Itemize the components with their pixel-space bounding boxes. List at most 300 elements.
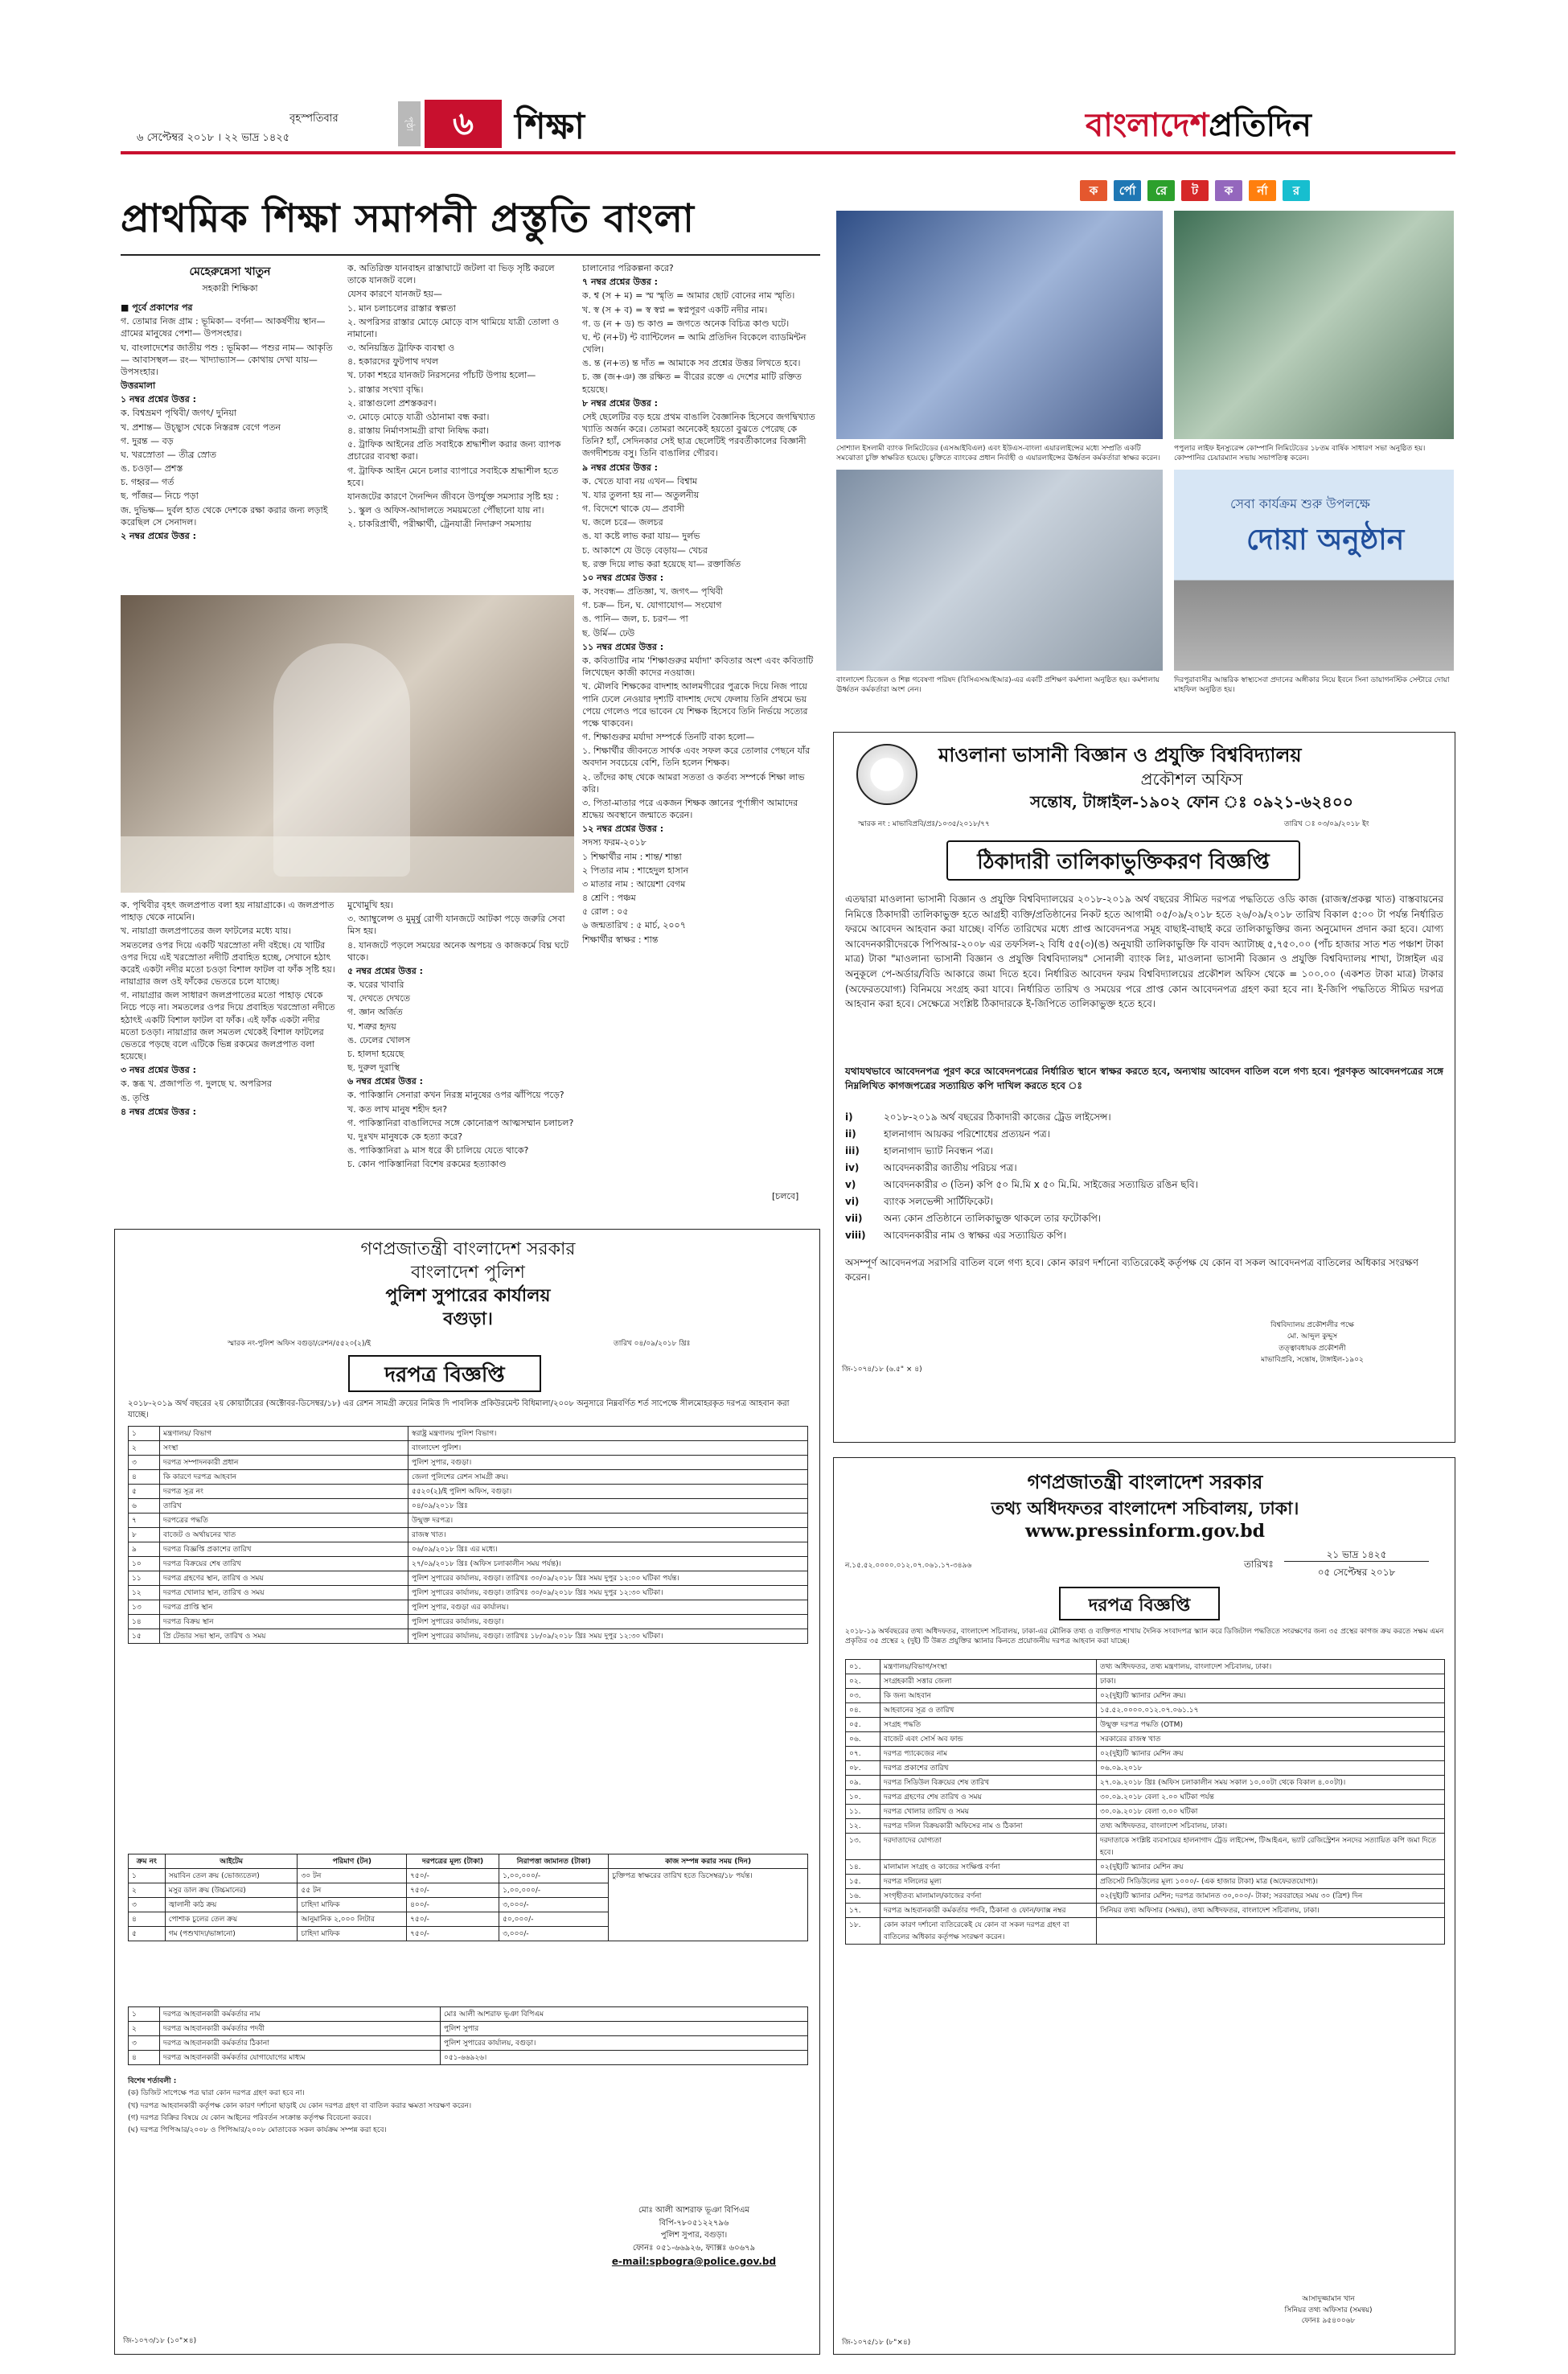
pid-row [846,1689,1445,1703]
pid-row-cell: প্রতিসেট সিডিউলের মূল্য ১০০০/- (এক হাজার টাকা) মাত্র (অফেরতযোগ্য)। [1097,1875,1445,1889]
pid-website-link[interactable]: www.pressinform.gov.bd [1024,1521,1266,1542]
pid-row-cell [1097,1918,1445,1945]
doa-banner-top: সেবা কার্যক্রম শুরু উপলক্ষে [1230,496,1370,511]
police-row [129,1528,808,1542]
corporate-title-char: রে [1147,180,1175,201]
police-row-cell: পুলিশ সুপারের কার্যালয়, বগুড়া। তারিখঃ ১৮/০৯/২০১৮ খ্রিঃ সময় দুপুর ১২:৩০ ঘটিকা। [408,1629,808,1644]
police-item-cell: ৭৫০/- [407,1927,499,1941]
paragraph: যানজটের কারণে দৈনন্দিন জীবনে উপর্যুক্ত সমস্যার সৃষ্টি হয় : [347,491,559,502]
mbstu-list-text: হালনাগাদ ভ্যাট নিবন্ধন পত্র। [884,1145,994,1156]
police-officer-row-table [128,2006,808,2065]
police-row [129,1542,808,1557]
police-item-cell: ১ [129,1869,166,1883]
police-signer-name: মোঃ আলী আশরাফ ভূঞা বিপিএম [638,2206,749,2215]
police-line-2: বাংলাদেশ পুলিশ [411,1263,525,1284]
police-row-cell: ২ [129,1441,160,1456]
pid-row-cell: ৩০.০৯.২০১৮ বেলা ৩.০০ ঘটিকা [1097,1805,1445,1819]
police-officer-row [129,2051,808,2065]
police-items-header-cell: আইটেম [165,1854,298,1869]
paragraph: ক. পৃথিবীর বৃহৎ জলপ্রপাত বলা হয় নায়াগ্রাকে। এ জলপ্রপাত পাহাড় থেকে নামেনি। [121,900,335,923]
police-ad-code: জি-১০৭৩/১৮ (১০"×৪) [123,2337,197,2345]
paragraph: ঘ. শত্রুর হৃদয় [347,1021,396,1032]
police-officer-row-cell: ৪ [129,2051,160,2065]
pid-row [846,1747,1445,1761]
pid-line-1: গণপ্রজাতন্ত্রী বাংলাদেশ সরকার [1027,1470,1263,1493]
pid-row [846,1918,1445,1945]
pid-row [846,1776,1445,1790]
police-row [129,1485,808,1499]
paragraph: ১. মান চলাচলের রাস্তার স্বল্পতা [347,302,456,314]
pid-signature [1212,2294,1445,2327]
police-item-cell: ৩ [129,1898,166,1912]
pid-line-2: তথ্য অধিদফতর বাংলাদেশ সচিবালয়, ঢাকা। [991,1498,1299,1519]
police-row-cell: রাজস্ব খাত। [408,1528,808,1542]
paragraph: শিক্ষার্থীর স্বাক্ষর : শান্ত [582,934,659,945]
police-row [129,1441,808,1456]
mbstu-date: তারিখ ঃ ০৩/০৯/২০১৮ ইং [1284,820,1369,828]
paragraph: ক. শ্ব (স + ম) = স্ম স্মৃতি = আমার ছোট বোনের নাম স্মৃতি। [582,290,795,302]
header-date: ৬ সেপ্টেম্বর ২০১৮ । ২২ ভাদ্র ১৪২৫ [137,132,290,144]
pid-row-cell: ০৭. [846,1747,880,1761]
doa-banner-main: দোয়া অনুষ্ঠান [1246,524,1405,557]
pid-row-cell: ০৬.০৯.২০১৮ [1097,1761,1445,1776]
police-items-header [129,1854,808,1869]
pid-sig-2: সিনিয়র তথ্য অফিসার (সমন্বয়) [1284,2306,1373,2314]
mbstu-list-item [845,1210,1443,1227]
pid-row-cell: আহবানের সূত্র ও তারিখ [880,1703,1097,1718]
police-item-cell: ২ [129,1883,166,1898]
police-row-cell: দরপত্র সম্পাদনকারী প্রধান [160,1456,408,1470]
pid-intro: ২০১৮-১৯ অর্থবছরের তথ্য অধিদফতর, বাংলাদেশ সচিবালয়, ঢাকা-এর মৌলিক তথ্য ও ব্যক্তিগত শাখায় দৈনিক সংবাদপত্র স্ক্যান করে ডিজিটাল পদ্ধতিতে সংরক্ষণের জন্য ৩৫ প্রস্থের কাগজ ক্রয় করতে সক্ষম এমন প্রকৃতির ৩৫ প্রস্থের ২ (দুই) টি উন্নত প্রযুক্তির স্ক্যানার কিনতে প্রয়োজনীয় দরপত্র আহবান করা যাচ্ছে। [845,1628,1444,1646]
headline-rule [121,254,820,256]
police-row-cell: দরপত্র বিক্রয়ের শেষ তারিখ [160,1557,408,1571]
mbstu-list-item [845,1109,1443,1126]
paragraph: ছ. পাঁজর— নিচে পড়া [121,491,199,502]
pid-row [846,1904,1445,1918]
paragraph: ■ পূর্বে প্রকাশের পর [121,302,193,313]
paragraph: ২ পিতার নাম : শাহেদুল হাসান [582,865,689,876]
pid-row-cell: ১৬. [846,1889,880,1904]
police-items-header-cell: কাজ সম্পন্ন করার সময় (দিন) [609,1854,808,1869]
mbstu-list-item [845,1143,1443,1160]
police-item-cell: চাহিদা মাফিক [298,1927,407,1941]
pid-row-cell: ১৮. [846,1918,880,1945]
pid-date-2: ০৫ সেপ্টেম্বর ২০১৮ [1317,1567,1396,1578]
police-row-cell: বাজেট ও অর্থায়নের খাত [160,1528,408,1542]
corporate-title-char: ক [1215,180,1242,201]
paragraph: গ. ড (ন + ড) ন্ড কাণ্ড = জগতে অনেক বিচিত্র কাণ্ড ঘটে। [582,318,790,329]
police-line-1: গণপ্রজাতন্ত্রী বাংলাদেশ সরকার [360,1239,576,1259]
police-row-cell: দরপত্র খোলার স্থান, তারিখ ও সময় [160,1586,408,1600]
police-row-cell: পুলিশ সুপারের কার্যালয়, বগুড়া। তারিখঃ ৩০/০৯/২০১৮ খ্রিঃ সময় দুপুর ১২:৩০ ঘটিকা। [408,1586,808,1600]
pid-row-cell: কোন কারণ দর্শানো ব্যতিরেকেই যে কোন বা সকল দরপত্র গ্রহণ বা বাতিলের অধিকার কর্তৃপক্ষ সংরক্ষণ করেন। [880,1918,1097,1945]
pid-row [846,1761,1445,1776]
mbstu-list-text: অন্য কোন প্রতিষ্ঠানে তালিকাভুক্ত থাকলে তার ফটোকপি। [884,1213,1102,1224]
police-row-cell: ৯ [129,1542,160,1557]
police-item-cell: ১,০০,০০০/- [499,1869,609,1883]
police-items-header-cell: ক্রম নং [129,1854,166,1869]
paragraph: ৩ মাতার নাম : আয়েশা বেগম [582,878,686,889]
police-row-cell: দরপত্র প্রাপ্তি স্থান [160,1600,408,1615]
mbstu-banner: ঠিকাদারী তালিকাভুক্তিকরণ বিজ্ঞপ্তি [946,840,1300,881]
police-item-cell: ৭৫০/- [407,1883,499,1898]
police-row [129,1600,808,1615]
police-row-cell: ১৩ [129,1600,160,1615]
police-signer-title: পুলিশ সুপার, বগুড়া। [660,2231,728,2240]
paragraph: ক. পাকিস্তানি সেনারা কখন নিরস্ত্র মানুষের ওপর ঝাঁপিয়ে পড়ে? [347,1090,564,1101]
mbstu-body-3: অসম্পূর্ণ আবেদনপত্র সরাসরি বাতিল বলে গণ্য হবে। কোন কারণ দর্শানো ব্যতিরেকেই কর্তৃপক্ষ যে কোন বা সকল আবেদনপত্র বাতিলের অধিকার সংরক্ষণ করেন। [845,1257,1418,1283]
police-title: দরপত্র বিজ্ঞপ্তি [348,1355,541,1392]
pid-row-cell: দরপত্র দলিল বিক্রয়কারী অফিসের নাম ও ঠিকানা [880,1819,1097,1834]
police-row-cell: প্রি টেন্ডার সভা স্থান, তারিখ ও সময় [160,1629,408,1644]
police-row-cell: ৩ [129,1456,160,1470]
paragraph: ৪. যানজটে পড়লে সময়ের অনেক অপচয় ও কাজকর্মে বিঘ্ন ঘটে থাকে। [347,939,569,963]
mbstu-list-text: ব্যাংক সলভেন্সী সার্টিফিকেট। [884,1196,993,1207]
paragraph: গ. ট্রাফিক আইন মেনে চলার ব্যাপারে সবাইকে শ্রদ্ধাশীল হতে হবে। [347,465,559,488]
police-officer-row-cell: দরপত্র আহবানকারী কর্মকর্তার পদবী [160,2022,441,2036]
police-row-cell: দরপত্র বিক্রয় স্থান [160,1615,408,1629]
mbstu-advert [833,732,1455,1443]
police-row [129,1586,808,1600]
edu-column-3 [582,262,820,947]
paragraph: ঙ. ন্ত (ন+ত) ন্ত দাঁত = আমাকে সব প্রশ্নের উত্তর লিখতে হবে। [582,358,801,369]
mbstu-address: সন্তোষ, টাঙ্গাইল-১৯০২ ফোন ঃ ০৯২১-৬২৪০০ [1030,792,1353,811]
logo-part-2: প্রতিদিন [1209,107,1311,144]
police-row-cell: ৪ [129,1470,160,1485]
police-item-cell: জ্বালানী কাঠ ক্রয় [165,1898,298,1912]
paragraph: ছ. উর্মি— ঢেউ [582,627,635,639]
mbstu-sig-3: তত্ত্বাবধায়ক প্রকৌশলী [1279,1344,1346,1353]
police-row-cell: ১৪ [129,1615,160,1629]
pid-row [846,1660,1445,1674]
education-headline: প্রাথমিক শিক্ষা সমাপনী প্রস্তুতি বাংলা [121,196,695,241]
mbstu-list-text: হালনাগাদ আয়কর পরিশোধের প্রত্যয়ন পত্র। [884,1128,1050,1140]
police-header [115,1238,821,1331]
mbstu-list-item [845,1126,1443,1143]
pid-row-cell: ০৪. [846,1703,880,1718]
police-date: তারিখ ০৪/০৯/২০১৮ খ্রিঃ [614,1340,691,1348]
paragraph: চ. কোন পাকিস্তানিরা বিশেষ রকমের হত্যাকাণ্ড [347,1159,507,1170]
section-title: শিক্ষা [515,106,585,147]
paragraph: মুখোমুখি হয়। [347,900,394,910]
paragraph: খ. স্ব (স + ব) = স্ব স্বপ্ন = স্বপ্নপূরণ একটি নদীর নাম। [582,304,768,315]
pid-row-cell: ১৪. [846,1860,880,1875]
paragraph: গ. শিক্ষাগুরুর মর্যাদা সম্পর্কে তিনটি বাক্য হলো— [582,732,755,743]
paragraph: ঙ. তৃপ্তি [121,1092,150,1103]
mbstu-body: এতদ্বারা মাওলানা ভাসানী বিজ্ঞান ও প্রযুক্তি বিশ্ববিদ্যালয়ের ২০১৮-২০১৯ অর্থ বছরের সীমিত দরপত্র পদ্ধতিতে ওডি কাজ (রাজস্ব/প্রকল্প খাত) বাস্তবায়নের নিমিত্তে ঠিকাদারী তালিকাভুক্ত হতে আগ্রহী ব্যক্তি/প্রতিষ্ঠানের নিকট হতে আগামী ০৫/০৯/২০১৮ হতে ২৬/০৯/২০১৮ তারিখ বিকাল ৫:০০ টা পর্যন্ত নির্ধারিত ফরমে আবেদন আহবান করা যাচ্ছে। বর্ণিত তারিখের মধ্যে প্রাপ্ত আবেদনপত্র সমূহ বাছাই-বাছাই করে তালিকাভুক্তির জন্য অনুমোদন প্রদান করা হবে। যোগ্য আবেদনকারীদেরকে পিপিআর-২০০৮ এর তফসিল-২ বিধি ৫৫(৩)(ঙ) অনুযায়ী তালিকাভুক্তি ফি বাবদ অ্যাটাচ্ছ ৫,৭৫০.০০ (পাঁচ হাজার সাত শত পঞ্চাশ টাকা মাত্র) টাকা "মাওলানা ভাসানী বিজ্ঞান ও প্রযুক্তি বিশ্ববিদ্যালয়" সোনালী ব্যাংক লিঃ, মাওলানা ভাসানী বিজ্ঞান ও প্রযুক্তি বিশ্ববিদ্যালয় শাখা, টাঙ্গাইল এর অনুকূলে পে-অর্ডার/বিডি আকারে জমা দিতে হবে। নির্ধারিত আবেদন ফরম বিশ্ববিদ্যালয়ের প্রকৌশল অফিস থেকে = ১০০.০০ (একশত টাকা মাত্র) টাকার (অফেরতযোগ্য) বিনিময়ে সংগ্রহ করা যাবে। নির্ধারিত তারিখ ও সময়ের পরে প্রাপ্ত কোন আবেদনপত্র গ্রহণ করা হবে না। ই-জিপি পদ্ধতিতে সীমিত দরপত্র আহবান করা হবে। সেক্ষেত্রে সংশ্লিষ্ট ঠিকাদারকে ই-জিপিতে তালিকাভুক্ত হতে হবে। [845,893,1443,1010]
paragraph: ১. শিক্ষার্থীর জীবনতে সার্থক এবং সফল করে তোলার পেছনে যাঁর অবদান সবচেয়ে বেশি, তিনি হলেন শিক্ষক। [582,745,811,769]
paragraph: চ. আকাশে যে উড়ে বেড়ায়— খেচর [582,544,708,556]
police-item-cell: ৩০ টন [298,1869,407,1883]
pid-table [845,1659,1445,1945]
mbstu-list-index: vii) [845,1213,863,1224]
pid-row-cell: ৩০.০৯.২০১৮ বেলা ২.০০ ঘটিকা পর্যন্ত [1097,1790,1445,1805]
police-row [129,1615,808,1629]
pid-row-cell: ১৫. [846,1875,880,1889]
police-signature [581,2204,807,2269]
police-item-cell: ৪০০/- [407,1898,499,1912]
police-officer-row-cell: ১ [129,2007,160,2022]
mbstu-list-index: iv) [845,1162,860,1173]
paragraph: ৮ নম্বর প্রশ্নের উত্তর : [582,397,659,409]
pid-row-cell: ০২. [846,1674,880,1689]
pid-row [846,1732,1445,1747]
police-items-header-cell: দরপত্রের মূল্য (টাকা) [407,1854,499,1869]
author-name: মেহেরুন্নেসা খাতুন [189,265,271,278]
photo-desk [121,836,574,893]
mbstu-sig-4: মাভাবিপ্রবি, সন্তোষ, টাঙ্গাইল-১৯০২ [1261,1356,1364,1365]
paragraph: ২. তাঁদের কাছ থেকে আমরা সততা ও কর্তব্য সম্পর্কে শিক্ষা লাভ করি। [582,771,805,795]
edu-column-1 [121,262,339,544]
pid-row-cell: মালামাল সংগ্রহ ও কাজের সংক্ষিপ্ত বর্ণনা [880,1860,1097,1875]
pid-row-cell: দরপত্র প্রকাশের তারিখ [880,1761,1097,1776]
paragraph: উত্তরমালা [121,380,156,392]
police-signer-phone: ফোনঃ ০৫১-৬৬৯২৬, ফ্যাক্সঃ ৬০৬৭৯ [632,2243,756,2253]
paragraph: ঘ. বাংলাদেশের জাতীয় পশু : ভূমিকা— পশুর নাম— আকৃতি— আবাসস্থল— রং— খাদ্যাভ্যাস— কোথায় দেখা যায়— উপসংহার। [121,342,333,377]
police-item-cell: চাহিদা মাফিক [298,1898,407,1912]
pid-row-cell: সংগৃহীতব্য মালামাল/কাজের বর্ণনা [880,1889,1097,1904]
paragraph: খ. মৌলবি শিক্ষকের বাদশাহ আলমগীরের পুত্রকে দিয়ে নিজ পায়ে পানি ঢেলে নেওয়ার দৃশ্যটি বাদশাহ দেখে ফেলায় তিনি প্রথমে ভয় পেয়ে গেলেও পরে ভাবেন যে শিক্ষক হিসেবে তিনি নির্ভয়ে সত্যের পক্ষে থাকবেন। [582,681,808,729]
paragraph: ৩. অ্যাম্বুলেন্স ও মুমূর্ষু রোগী যানজটে আটকা পড়ে জরুরি সেবা মিস হয়। [347,914,565,937]
police-officer-row-cell: দরপত্র আহবানকারী কর্মকর্তার ঠিকানা [160,2036,441,2051]
pid-row-cell: সংগ্রহকারী সত্তার জেলা [880,1674,1097,1689]
pid-row-cell: ১৭. [846,1904,880,1918]
mbstu-list-item [845,1227,1443,1244]
police-item-cell: ৩,০০০/- [499,1927,609,1941]
police-row-cell: বাংলাদেশ পুলিশ। [408,1441,808,1456]
police-officer-row-cell: মোঃ আলী আশরাফ ভূঞা বিপিএম [441,2007,808,2022]
paragraph: গ. পাকিস্তানিরা বাঙালিদের সঙ্গে কোনোরূপ আত্মসম্মান চলাচল? [347,1117,574,1128]
pid-row-cell: সিনিয়র তথ্য অফিসার (সমন্বয়), তথ্য অধিদফতর, বাংলাদেশ সচিবালয়, ঢাকা। [1097,1904,1445,1918]
police-row-cell: পুলিশ সুপারের কার্যালয়, বগুড়া। [408,1615,808,1629]
col1-text [121,302,339,542]
corporate-caption-3: বাংলাদেশ ডিজেল ও শিল্প গবেষণা পরিষদ (বিসিএসআইআর)-এর একটি প্রশিক্ষণ কর্মশালা অনুষ্ঠিত হয়। কর্মশালায় ঊর্ধ্বতন কর্মকর্তারা অংশ নেন। [836,676,1160,695]
mbstu-logo-icon [856,744,917,805]
paragraph: চালানোর পরিকল্পনা করে? [582,263,674,273]
pid-row [846,1703,1445,1718]
paragraph: ক. কবিতাটির নাম 'শিক্ষাগুরুর মর্যাদা' কবিতার অংশ এবং কবিতাটি লিখেছেন কাজী কাদের নওয়াজ। [582,655,814,679]
pid-row [846,1718,1445,1732]
mbstu-title: মাওলানা ভাসানী বিজ্ঞান ও প্রযুক্তি বিশ্ববিদ্যালয় [938,743,1302,766]
paragraph: চ. গহ্বর— গর্ত [121,477,174,488]
header-rule [121,151,1455,154]
police-officer-row [129,2036,808,2051]
pid-row-cell: ০৬. [846,1732,880,1747]
police-row-cell: ০৬/০৯/২০১৮ খ্রিঃ এর মধ্যে। [408,1542,808,1557]
mbstu-list-index: v) [845,1179,856,1190]
paragraph: ৪ নম্বর প্রশ্নের উত্তর : [121,1106,197,1117]
pid-sig-3: ফোনঃ ৯৫৪০০৬৮ [1301,2317,1356,2325]
police-item-cell: পোশাক চুলের তেল ক্রয় [165,1912,298,1927]
pid-row [846,1805,1445,1819]
police-item-cell: আনুমানিক ২,০০০ লিটার [298,1912,407,1927]
mbstu-list-text: আবেদনকারীর জাতীয় পরিচয় পত্র। [884,1162,1017,1173]
police-row-cell: ২৭/০৯/২০১৮ খ্রিঃ (অফিস চলাকালীন সময় পর্যন্ত)। [408,1557,808,1571]
pid-row-cell: ১৩. [846,1834,880,1860]
pid-row-cell: ঢাকা। [1097,1674,1445,1689]
paragraph: ঘ. ন্ট (ন+ট) ন্ট ব্যান্টিলেন = আমি প্রতিদিন বিকেলে ব্যাডমিন্টন খেলি। [582,331,807,355]
police-row-cell: ০৪/০৯/২০১৮ খ্রিঃ [408,1499,808,1514]
police-items-header-cell: নিরাপত্তা জামানত (টাকা) [499,1854,609,1869]
paragraph: ক. খেতে যাবা নয় এখন— বিশ্বাম [582,475,697,487]
page-label: পৃষ্ঠা [398,101,421,146]
police-condition: (গ) দরপত্র বিক্রির বিষয়ে যে কোন আইনের পরিবর্তন সংক্রান্ত কর্তৃপক্ষ বিবেচনা করবে। [128,2113,371,2122]
paragraph: ১. রাস্তার সংখ্যা বৃদ্ধি। [347,384,424,395]
police-row [129,1427,808,1441]
police-row [129,1629,808,1644]
paragraph: সদস্য ফরম-২০১৮ [582,837,646,848]
police-row-cell: ৫৫২০(২)/ই পুলিশ অফিস, বগুড়া। [408,1485,808,1499]
paragraph: খ. যার তুলনা হয় না— অতুলনীয় [582,489,700,500]
mbstu-ad-code: জি-১০৭৪/১৮ (৬.৫" × ৪) [842,1366,922,1374]
police-condition: (খ) দরপত্র আহবানকারী কর্তৃপক্ষ কোন কারণ দর্শানো ছাড়াই যে কোন দরপত্র গ্রহণ বা বাতিল করার ক্ষমতা সংরক্ষণ করেন। [128,2101,472,2110]
paragraph: ৪. রাস্তায় নির্মাণসামগ্রী রাখা নিষিদ্ধ করা। [347,425,490,437]
mbstu-list-item [845,1177,1443,1193]
mbstu-list-text: আবেদনকারীর নাম ও স্বাক্ষর এর সত্যায়িত কপি। [884,1230,1066,1241]
police-row-cell: ৫ [129,1485,160,1499]
mbstu-office: প্রকৌশল অফিস [1140,770,1243,789]
police-row [129,1571,808,1586]
police-row [129,1470,808,1485]
corporate-caption-4: দিরপুরাবাসীর আন্তরিক স্বাস্থ্যসেবা প্রদানের অঙ্গীকার নিয়ে ইবনে সিনা ডায়াগনস্টিক সেন্টারে দোয়া মাহফিল অনুষ্ঠিত হয়। [1174,676,1450,695]
pid-row [846,1834,1445,1860]
police-row [129,1514,808,1528]
paragraph: খ. প্রশান্ত— উচ্ছ্বাস থেকে নিস্তরঙ্গ বেগে পতন [121,421,281,433]
pid-row-cell: তথ্য অধিদফতর, তথ্য মন্ত্রণালয়, বাংলাদেশ সচিবালয়, ঢাকা। [1097,1660,1445,1674]
corporate-photo-3 [836,470,1163,671]
police-officer-row-cell: দরপত্র আহবানকারী কর্মকর্তার যোগাযোগের মাধ্যম [160,2051,441,2065]
police-item-cell: ৫০,০০০/- [499,1912,609,1927]
corporate-caption-2: পপুলার লাইফ ইনস্যুরেন্স কোম্পানি লিমিটেডের ১৮তম বার্ষিক সাধারণ সভা অনুষ্ঠিত হয়। কোম্পানির চেয়ারম্যান সভায় সভাপতিত্ব করেন। [1174,445,1426,463]
paragraph: ৪ শ্রেণি : পঞ্চম [582,893,636,904]
corporate-photo-4 [1174,470,1454,671]
pid-row-table [845,1659,1445,1945]
paragraph: ৭ নম্বর প্রশ্নের উত্তর : [582,277,659,288]
pid-row [846,1875,1445,1889]
paragraph: ৫. ট্রাফিক আইনের প্রতি সবাইকে শ্রদ্ধাশীল করার জন্য ব্যাপক প্রচারের ব্যবস্থা করা। [347,439,561,462]
police-item-cell: ৫৫ টন [298,1883,407,1898]
police-memo: স্মারক নং-পুলিশ অফিস বগুড়া/রেশন/৫৫২০(২)/ই [228,1340,371,1348]
paragraph: ঘ. খরস্রোতা — তীব্র স্রোত [121,449,217,460]
paragraph: ২. চাকরিপ্রার্থী, পরীক্ষার্থী, ট্রেনযাত্রী নিদারুণ সমস্যায় [347,519,532,530]
pid-row-cell: ০৩. [846,1689,880,1703]
police-row-cell: ১ [129,1427,160,1441]
police-item-cell: ৭৫০/- [407,1912,499,1927]
police-row-cell: কি কারণে দরপত্র আহবান [160,1470,408,1485]
paragraph: ১ শিক্ষার্থীর নাম : শান্ত/ শান্তা [582,851,682,862]
paragraph: ঘ. জলে চরে— জলচর [582,517,663,528]
police-officer-table [128,2006,808,2065]
paragraph: ঙ. পানি— জল, চ. চরণ— পা [582,614,688,625]
paragraph: খ. নায়াগ্রা জলপ্রপাতের জল ফাটলের মধ্যে যায়। [121,926,291,937]
paragraph: ১০ নম্বর প্রশ্নের উত্তর : [582,572,664,583]
police-row-cell: ১৫ [129,1629,160,1644]
police-items-header-cell: পরিমাণ (টন) [298,1854,407,1869]
police-officer-row-cell: পুলিশ সুপার [441,2022,808,2036]
paragraph: যেসব কারণে যানজট হয়— [347,289,442,300]
police-item-cell: ১,০০,০০০/- [499,1883,609,1898]
paragraph: খ. কত লাখ মানুষ শহীদ হন? [347,1103,448,1115]
police-row-cell: স্বরাষ্ট্র মন্ত্রণালয় পুলিশ বিভাগ। [408,1427,808,1441]
police-officer-row [129,2022,808,2036]
police-item-cell: ৪ [129,1912,166,1927]
pid-row-cell: ১৫.৫২.০০০০.০১২.০৭.০৬১.১৭ [1097,1703,1445,1718]
police-signer-email[interactable]: e-mail:spbogra@police.gov.bd [611,2256,777,2267]
police-row-cell: ৮ [129,1528,160,1542]
police-row-cell: মন্ত্রণালয়/ বিভাগ [160,1427,408,1441]
edu-column-2-bottom [347,899,574,1172]
paragraph: ৪. হকারদের ফুটপাথ দখল [347,356,439,368]
continued-note: [চলবে] [772,1191,799,1201]
paragraph: গ. তোমার নিজ গ্রাম : ভূমিকা— বর্ণনা— আকর্ষণীয় স্থান— গ্রামের মানুষের পেশা— উপসংহার। [121,316,326,339]
paragraph: ৫ রোল : ০৫ [582,906,629,918]
paragraph: ছ. দুরুল দুরাস্থি [347,1062,400,1074]
pid-row-cell: তথ্য অধিদফতর, বাংলাদেশ সচিবালয়, ঢাকা। [1097,1819,1445,1834]
paragraph: ছ. রক্ত দিয়ে লাভ করা হয়েছে যা— রক্তার্জিত [582,558,741,569]
paragraph: ক. বিশ্বভ্রমণ পৃথিবী/ জগৎ/ দুনিয়া [121,408,237,419]
pid-row-cell: ০২(দুই)টি স্ক্যানার মেশিন ক্রয় [1097,1860,1445,1875]
brand-logo [1086,100,1311,154]
mbstu-list-index: ii) [845,1128,856,1140]
mbstu-list-index: i) [845,1111,853,1123]
police-row-cell: ৬ [129,1499,160,1514]
police-row-cell: ১২ [129,1586,160,1600]
police-item-cell: গম (পশুখাদ্য/ভাঙ্গানো) [165,1927,298,1941]
paragraph: ২ নম্বর প্রশ্নের উত্তর : [121,530,197,541]
logo-part-1: বাংলাদেশ [1086,107,1209,144]
paragraph: ৯ নম্বর প্রশ্নের উত্তর : [582,462,659,473]
police-row-cell: পুলিশ সুপার, বগুড়া এর কার্যালয়। [408,1600,808,1615]
pid-row-cell: ১২. [846,1819,880,1834]
pid-row-cell: সরকারের রাজস্ব খাত [1097,1732,1445,1747]
corporate-title-char: ক [1080,180,1107,201]
corporate-title-char: র্না [1249,180,1276,201]
corporate-title-char: র [1283,180,1310,201]
pid-tender-advert [833,1457,1455,2355]
paragraph: ঙ. ঢেলের খোলস [347,1034,411,1045]
paragraph: ৫ নম্বর প্রশ্নের উত্তর : [347,965,424,976]
paragraph: ১. স্কুল ও অফিস-আদালতে সময়মতো পৌঁছানো যায় না। [347,505,544,516]
pid-row-cell: বাজেট এবং সোর্স অব ফান্ড [880,1732,1097,1747]
police-tender-advert [114,1229,820,2355]
police-item-cell: মসুর ডাল ক্রয় (উচ্চমানের) [165,1883,298,1898]
police-item-cell: ৭৫০/- [407,1869,499,1883]
police-row-cell: ৭ [129,1514,160,1528]
mbstu-list-index: vi) [845,1196,860,1207]
pid-row-cell: ০২(দুই)টি স্ক্যানার মেশিন ক্রয় [1097,1747,1445,1761]
paragraph: ৩. পিতা-মাতার পরে একজন শিক্ষক জ্ঞানের পূর্ণাঙ্গীণ আমাদের শ্রদ্ধেয় অবস্থানে জন্মাতে করেন। [582,797,798,821]
police-row-cell: উন্মুক্ত দরপত্র। [408,1514,808,1528]
police-row-cell: পুলিশ সুপারের কার্যালয়, বগুড়া। তারিখঃ ৩০/০৯/২০১৮ খ্রিঃ সময় দুপুর ১২:০০ ঘটিকা পর্যন্ত। [408,1571,808,1586]
police-conditions-title: বিশেষ শর্তাবলী : [128,2077,177,2085]
corporate-photo-2 [1174,211,1454,439]
police-item-cell: ৩,০০০/- [499,1898,609,1912]
police-row [129,1557,808,1571]
police-officer-row-cell: ৩ [129,2036,160,2051]
paragraph: গ. চক্র— চিন, ঘ. যোগাযোগ— সংযোগ [582,600,722,611]
pid-row-cell: ০৮. [846,1761,880,1776]
police-officer-row-cell: ০৫১-৬৬৯২৬। [441,2051,808,2065]
police-officer-row-cell: ২ [129,2022,160,2036]
pid-row-cell: দরপত্র আহবানকারী কর্মকর্তার পদবি, ঠিকানা ও ফোন/ফ্যাক্স নম্বর [880,1904,1097,1918]
paragraph: গ. দুরন্ত — বড় [121,435,174,446]
pid-row-cell: দরপত্র সিডিউল বিক্রয়ের শেষ তারিখ [880,1776,1097,1790]
pid-row-cell: ০২(দুই)টি স্ক্যানার মেশিন ক্রয়। [1097,1689,1445,1703]
police-row-cell: ১০ [129,1557,160,1571]
police-officer-row-cell: পুলিশ সুপারের কার্যালয়, বগুড়া। [441,2036,808,2051]
paragraph: ৬ নম্বর প্রশ্নের উত্তর : [347,1076,424,1087]
corporate-photo-1 [836,211,1163,439]
